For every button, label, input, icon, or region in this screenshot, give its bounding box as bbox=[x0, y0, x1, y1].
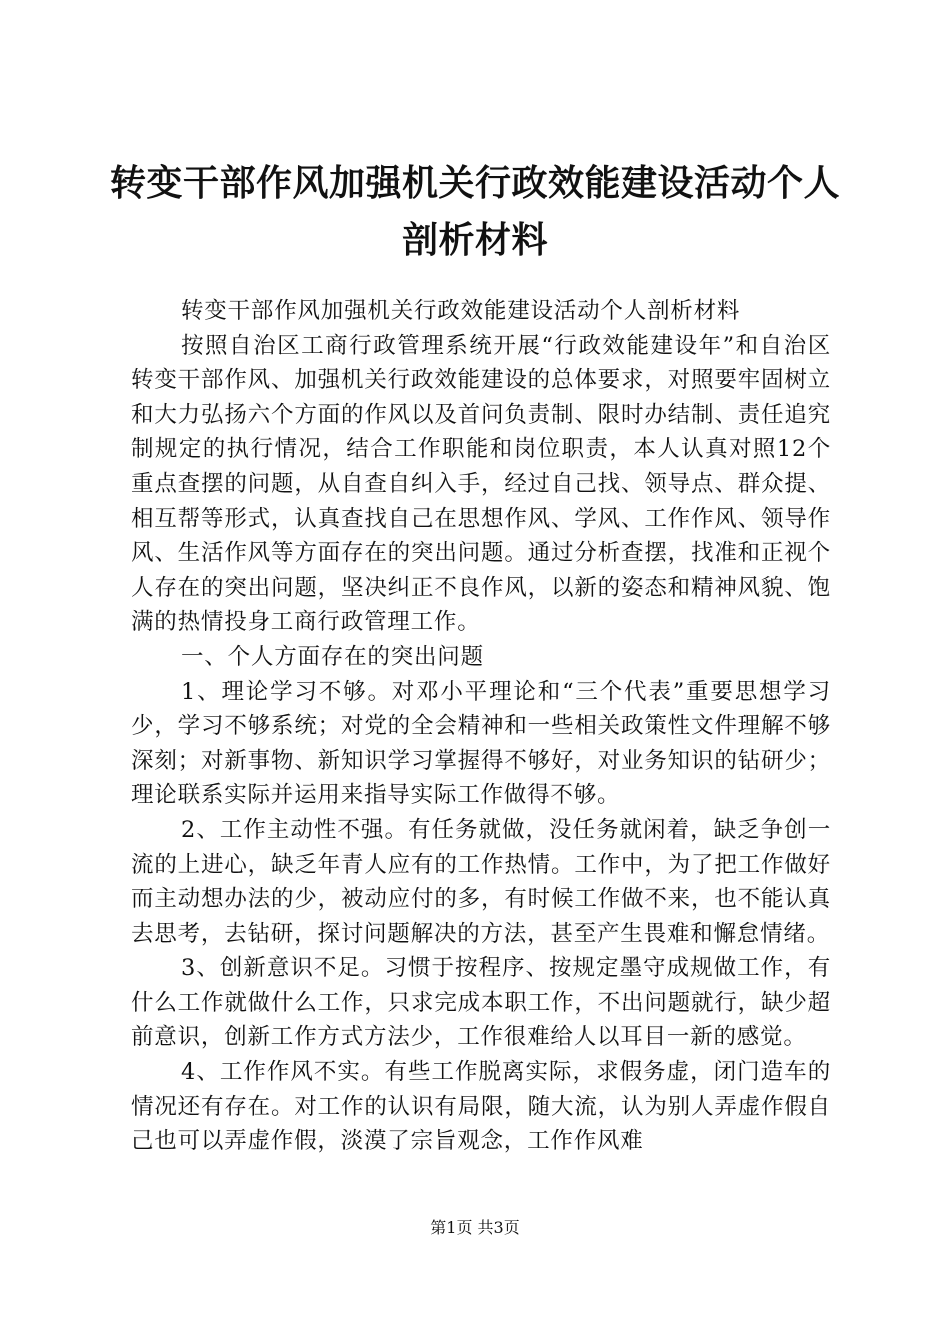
page-footer: 第1页 共3页 bbox=[430, 1218, 520, 1237]
paragraph-item-1: 1、理论学习不够。对邓小平理论和“三个代表”重要思想学习少，学习不够系统；对党的全会精神和一些相关政策性文件理解不够深刻；对新事物、新知识学习掌握得不够好，对业务知识的钻研少；理论联系实际并运用来指导实际工作做得不够。 bbox=[131, 678, 831, 809]
document-title: 转变干部作风加强机关行政效能建设活动个人剖析材料 bbox=[109, 162, 840, 261]
paragraph-item-4: 4、工作作风不实。有些工作脱离实际，求假务虚，闭门造车的情况还有存在。对工作的认识有局限，随大流，认为别人弄虚作假自己也可以弄虚作假，淡漠了宗旨观念，工作作风难 bbox=[131, 1059, 831, 1155]
paragraph-intro: 按照自治区工商行政管理系统开展“行政效能建设年”和自治区转变干部作风、加强机关行政效能建设的总体要求，对照要牢固树立和大力弘扬六个方面的作风以及首问负责制、限时办结制、责任追究制规定的执行情况，结合工作职能和岗位职责，本人认真对照12个重点查摆的问题，从自查自纠入手，经过自己找、领导点、群众提、相互帮等形式，认真查找自己在思想作风、学风、工作作风、领导作风、生活作风等方面存在的突出问题。通过分析查摆，找准和正视个人存在的突出问题，坚决纠正不良作风，以新的姿态和精神风貌、饱满的热情投身工商行政管理工作。 bbox=[131, 332, 831, 636]
paragraph-item-3: 3、创新意识不足。习惯于按程序、按规定墨守成规做工作，有什么工作就做什么工作，只求完成本职工作，不出问题就行，缺少超前意识，创新工作方式方法少，工作很难给人以耳目一新的感觉。 bbox=[131, 955, 831, 1051]
paragraph-subtitle: 转变干部作风加强机关行政效能建设活动个人剖析材料 bbox=[181, 298, 741, 324]
document-body bbox=[131, 294, 831, 1159]
section-heading: 一、个人方面存在的突出问题 bbox=[181, 643, 484, 670]
paragraph-item-2: 2、工作主动性不强。有任务就做，没任务就闲着，缺乏争创一流的上进心，缺乏年青人应有的工作热情。工作中，为了把工作做好而主动想办法的少，被动应付的多，有时候工作做不来，也不能认真去思考，去钻研，探讨问题解决的方法，甚至产生畏难和懈怠情绪。 bbox=[131, 816, 831, 947]
